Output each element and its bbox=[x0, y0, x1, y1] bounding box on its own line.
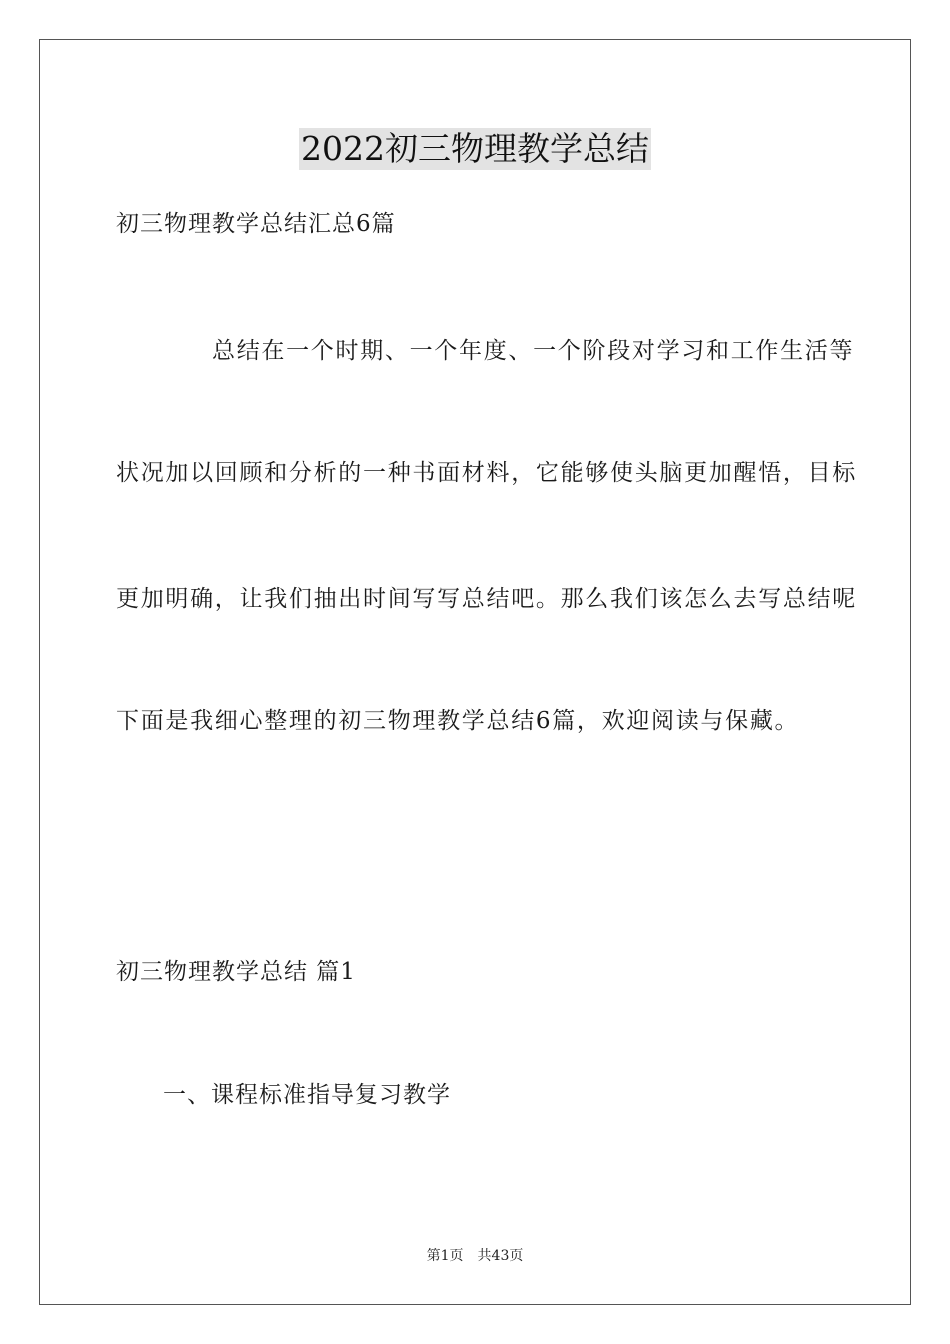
page-total: 共43页 bbox=[477, 1248, 524, 1264]
document-subtitle: 初三物理教学总结汇总6篇 bbox=[116, 211, 396, 237]
page-footer bbox=[0, 1246, 950, 1266]
title-container bbox=[0, 128, 950, 170]
intro-line-1: 总结在一个时期、一个年度、一个阶段对学习和工作生活等 bbox=[212, 338, 855, 364]
intro-line-4: 下面是我细心整理的初三物理教学总结6篇，欢迎阅读与保藏。 bbox=[116, 708, 800, 734]
section-subheading: 一、课程标准指导复习教学 bbox=[163, 1082, 451, 1108]
section-heading: 初三物理教学总结 篇1 bbox=[116, 959, 356, 985]
document-title: 2022初三物理教学总结 bbox=[301, 129, 649, 168]
intro-line-2: 状况加以回顾和分析的一种书面材料，它能够使头脑更加醒悟，目标 bbox=[116, 460, 857, 486]
intro-line-3: 更加明确，让我们抽出时间写写总结吧。那么我们该怎么去写总结呢 bbox=[116, 586, 857, 612]
page-number: 第1页 bbox=[426, 1248, 464, 1264]
